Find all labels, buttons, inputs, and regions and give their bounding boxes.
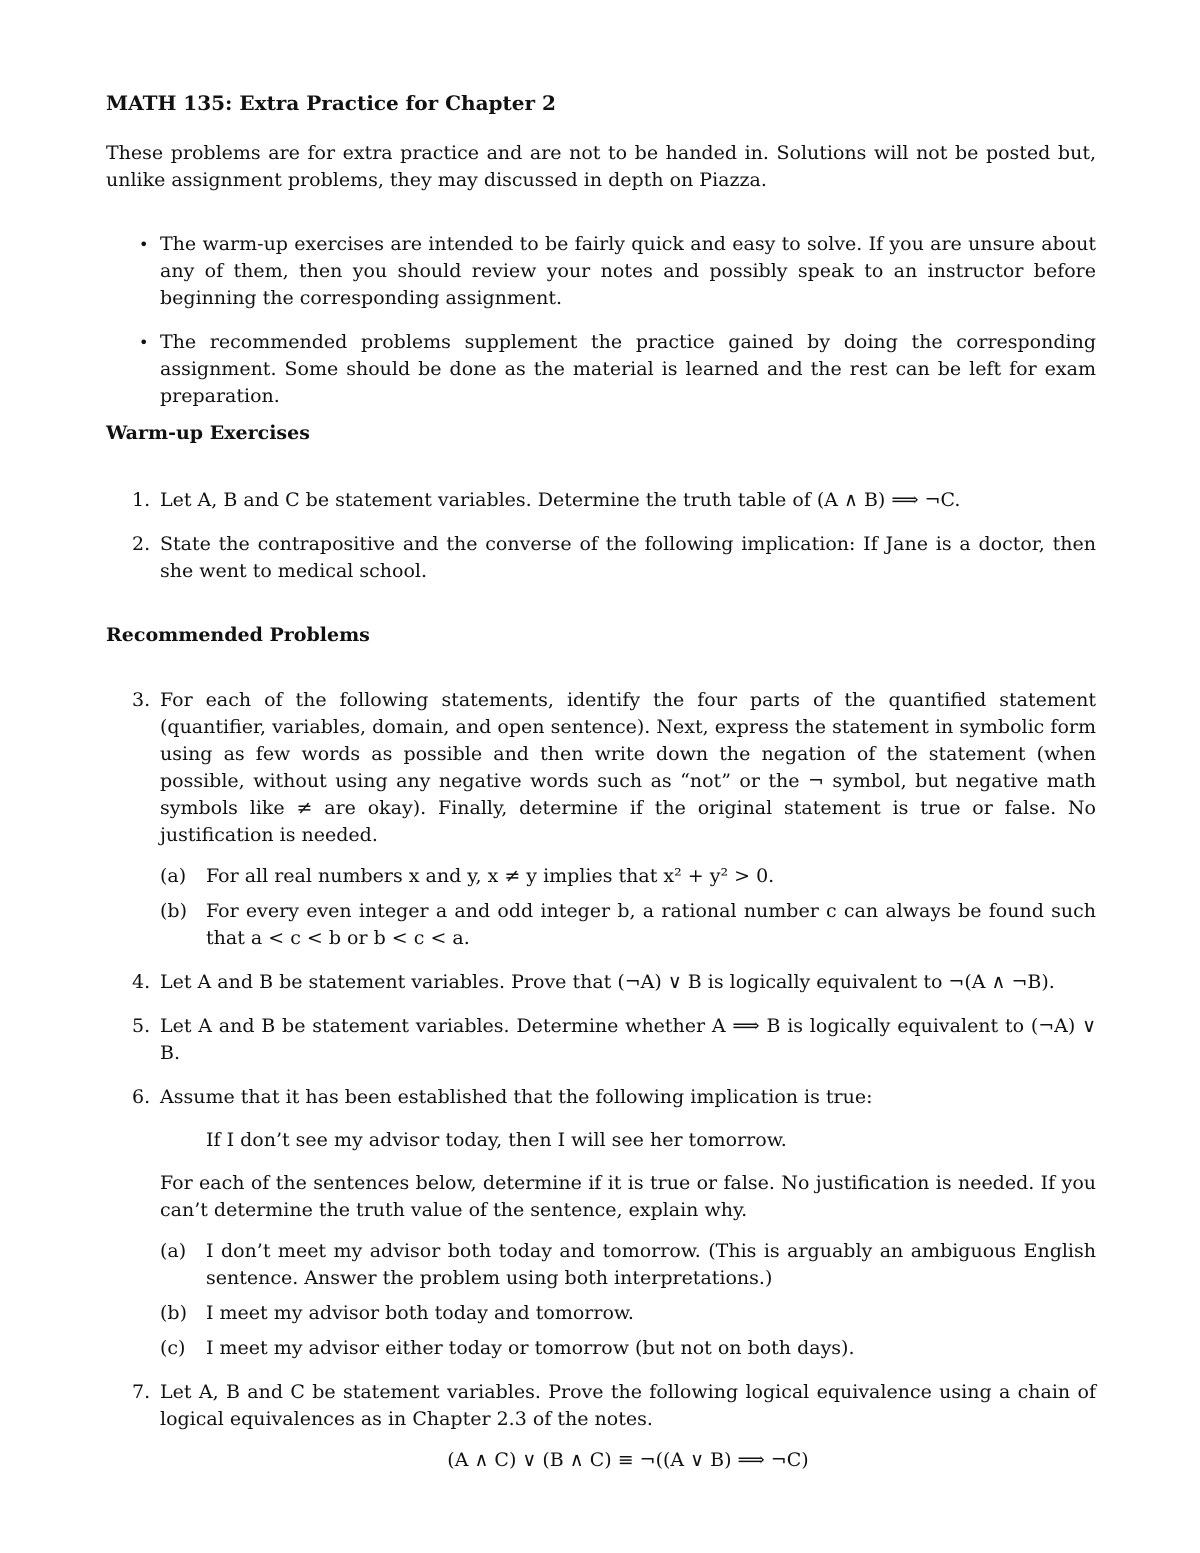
bullet-text-warmup: The warm-up exercises are intended to be fairly quick and easy to solve. If you are unsure about any of them, then you should review your notes and possibly speak to an instructor before beginning the corresponding assignment. xyxy=(160,233,1096,309)
problem-number: 7. xyxy=(132,1381,151,1403)
problem-text: Assume that it has been established that the following implication is true: xyxy=(160,1086,873,1108)
problem-text: State the contrapositive and the converse of the following implication: If Jane is a doctor, then she went to medical school. xyxy=(160,533,1096,582)
bullet-icon: • xyxy=(139,333,149,352)
subpart-a xyxy=(160,863,1096,890)
subpart-c xyxy=(160,1335,1096,1362)
bullet-icon: • xyxy=(139,235,149,254)
subpart-label: (b) xyxy=(160,900,187,922)
problem-6 xyxy=(106,1084,1096,1362)
guidance-list xyxy=(106,231,1096,427)
problem-number: 1. xyxy=(132,489,151,511)
section-heading-warmup: Warm-up Exercises xyxy=(106,422,310,444)
implication-quote: If I don’t see my advisor today, then I will see her tomorrow. xyxy=(206,1129,787,1151)
display-equation: (A ∧ C) ∨ (B ∧ C) ≡ ¬((A ∨ B) ⟹ ¬C) xyxy=(447,1449,809,1471)
section-heading-recommended: Recommended Problems xyxy=(106,624,370,646)
page-title: MATH 135: Extra Practice for Chapter 2 xyxy=(106,91,556,115)
problem-text: Let A, B and C be statement variables. Prove the following logical equivalence using a chain of logical equivalences as in Chapter 2.3 of the notes. xyxy=(160,1381,1096,1430)
problem-text-continued: For each of the sentences below, determine if it is true or false. No justification is needed. If you can’t determine the truth value of the sentence, explain why. xyxy=(160,1172,1096,1221)
recommended-problem-list xyxy=(106,687,1096,1491)
subpart-a xyxy=(160,1238,1096,1292)
subpart-list xyxy=(160,863,1096,952)
warmup-problem-list xyxy=(106,487,1096,602)
problem-text: For each of the following statements, identify the four parts of the quantified statement (quantifier, variables, domain, and open sentence). Next, express the statement in symbolic form using as few words as possible and then write down the negation of the statement (when possible, without using any negative words such as “not” or the ¬ symbol, but negative math symbols like ≠ are okay). Finally, determine if the original statement is true or false. No justification is needed. xyxy=(160,689,1096,846)
subpart-list xyxy=(160,1238,1096,1362)
subpart-text: I meet my advisor either today or tomorrow (but not on both days). xyxy=(206,1337,855,1359)
problem-text: Let A and B be statement variables. Prove that (¬A) ∨ B is logically equivalent to ¬(A ∧ ¬B). xyxy=(160,971,1055,993)
problem-3 xyxy=(106,687,1096,952)
problem-text: Let A and B be statement variables. Determine whether A ⟹ B is logically equivalent to (¬A) ∨ B. xyxy=(160,1015,1096,1064)
list-item xyxy=(106,329,1096,410)
intro-paragraph: These problems are for extra practice and are not to be handed in. Solutions will not be posted but, unlike assignment problems, they may discussed in depth on Piazza. xyxy=(106,142,1096,191)
subpart-b xyxy=(160,1300,1096,1327)
subpart-text: I don’t meet my advisor both today and tomorrow. (This is arguably an ambiguous English sentence. Answer the problem using both interpretations.) xyxy=(206,1240,1096,1289)
problem-number: 2. xyxy=(132,533,151,555)
subpart-label: (b) xyxy=(160,1302,187,1324)
subpart-label: (a) xyxy=(160,1240,187,1262)
list-item xyxy=(106,231,1096,312)
subpart-label: (a) xyxy=(160,865,187,887)
subpart-b xyxy=(160,898,1096,952)
problem-5 xyxy=(106,1013,1096,1067)
problem-number: 6. xyxy=(132,1086,151,1108)
problem-number: 4. xyxy=(132,971,151,993)
problem-7 xyxy=(106,1379,1096,1474)
problem-text: Let A, B and C be statement variables. Determine the truth table of (A ∧ B) ⟹ ¬C. xyxy=(160,489,961,511)
problem-4 xyxy=(106,969,1096,996)
problem-1 xyxy=(106,487,1096,514)
bullet-text-recommended: The recommended problems supplement the practice gained by doing the corresponding assignment. Some should be done as the material is learned and the rest can be left for exam preparation. xyxy=(160,331,1096,407)
problem-2 xyxy=(106,531,1096,585)
subpart-text: For all real numbers x and y, x ≠ y implies that x² + y² > 0. xyxy=(206,865,775,887)
subpart-text: I meet my advisor both today and tomorrow. xyxy=(206,1302,634,1324)
subpart-label: (c) xyxy=(160,1337,186,1359)
subpart-text: For every even integer a and odd integer b, a rational number c can always be found such that a < c < b or b < c < a. xyxy=(206,900,1096,949)
problem-number: 5. xyxy=(132,1015,151,1037)
problem-number: 3. xyxy=(132,689,151,711)
